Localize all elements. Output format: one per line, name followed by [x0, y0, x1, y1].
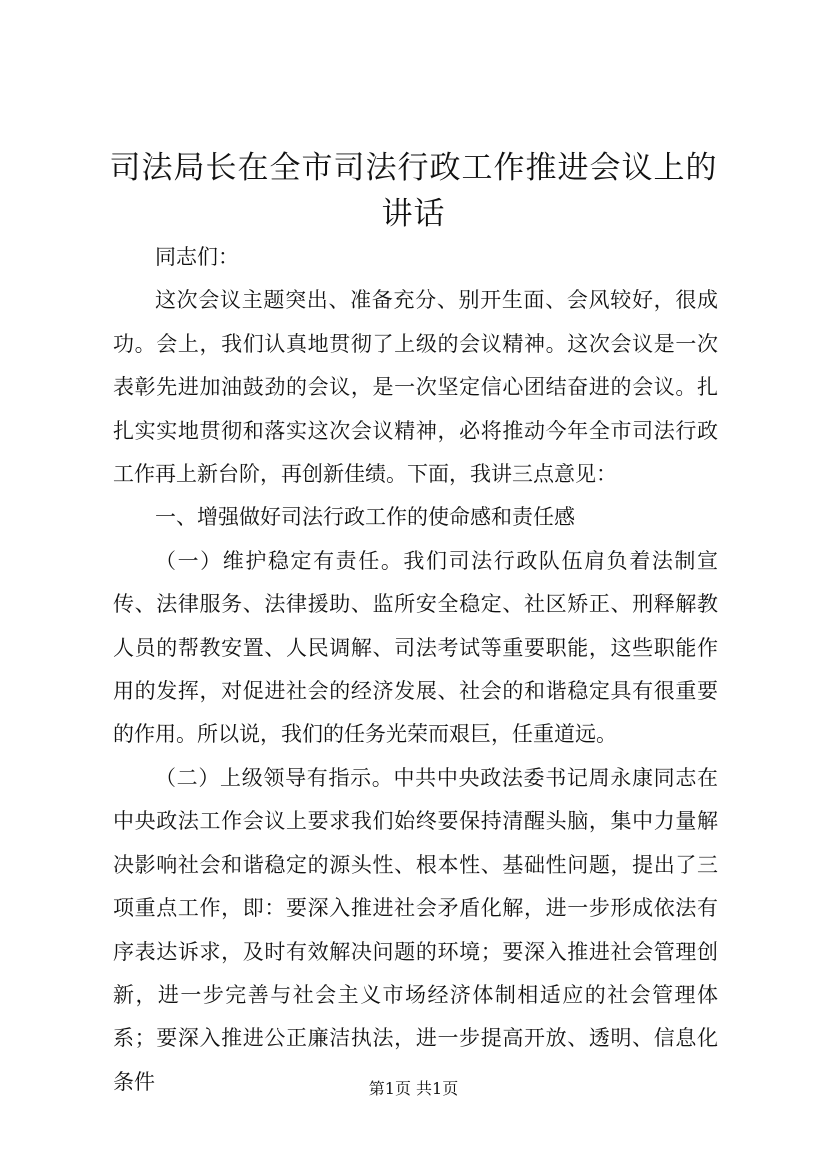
document-body [113, 236, 718, 1104]
salutation-paragraph: 同志们： [155, 245, 239, 269]
body-paragraph-subsection-2: （二）上级领导有指示。中共中央政法委书记周永康同志在中央政法工作会议上要求我们始终要保持清醒头脑，集中力量解决影响社会和谐稳定的源头性、根本性、基础性问题，提出了三项重点工作，即：要深入推进社会矛盾化解，进一步形成依法有序表达诉求，及时有效解决问题的环境；要深入推进社会管理创新，进一步完善与社会主义市场经济体制相适应的社会管理体系；要深入推进公正廉洁执法，进一步提高开放、透明、信息化条件 [113, 765, 718, 1094]
document-title: 司法局长在全市司法行政工作推进会议上的讲话 [109, 150, 718, 232]
body-paragraph-subsection-1: （一）维护稳定有责任。我们司法行政队伍肩负着法制宣传、法律服务、法律援助、监所安全稳定、社区矫正、刑释解教人员的帮教安置、人民调解、司法考试等重要职能，这些职能作用的发挥，对促进社会的经济发展、社会的和谐稳定具有很重要的作用。所以说，我们的任务光荣而艰巨，任重道远。 [113, 548, 718, 747]
page-footer: 第1页 共1页 [368, 1079, 459, 1098]
body-paragraph-intro: 这次会议主题突出、准备充分、别开生面、会风较好，很成功。会上，我们认真地贯彻了上级的会议精神。这次会议是一次表彰先进加油鼓劲的会议，是一次坚定信心团结奋进的会议。扎扎实实地贯彻和落实这次会议精神，必将推动今年全市司法行政工作再上新台阶，再创新佳绩。下面，我讲三点意见： [113, 288, 718, 487]
section-heading-1: 一、增强做好司法行政工作的使命感和责任感 [155, 505, 575, 530]
